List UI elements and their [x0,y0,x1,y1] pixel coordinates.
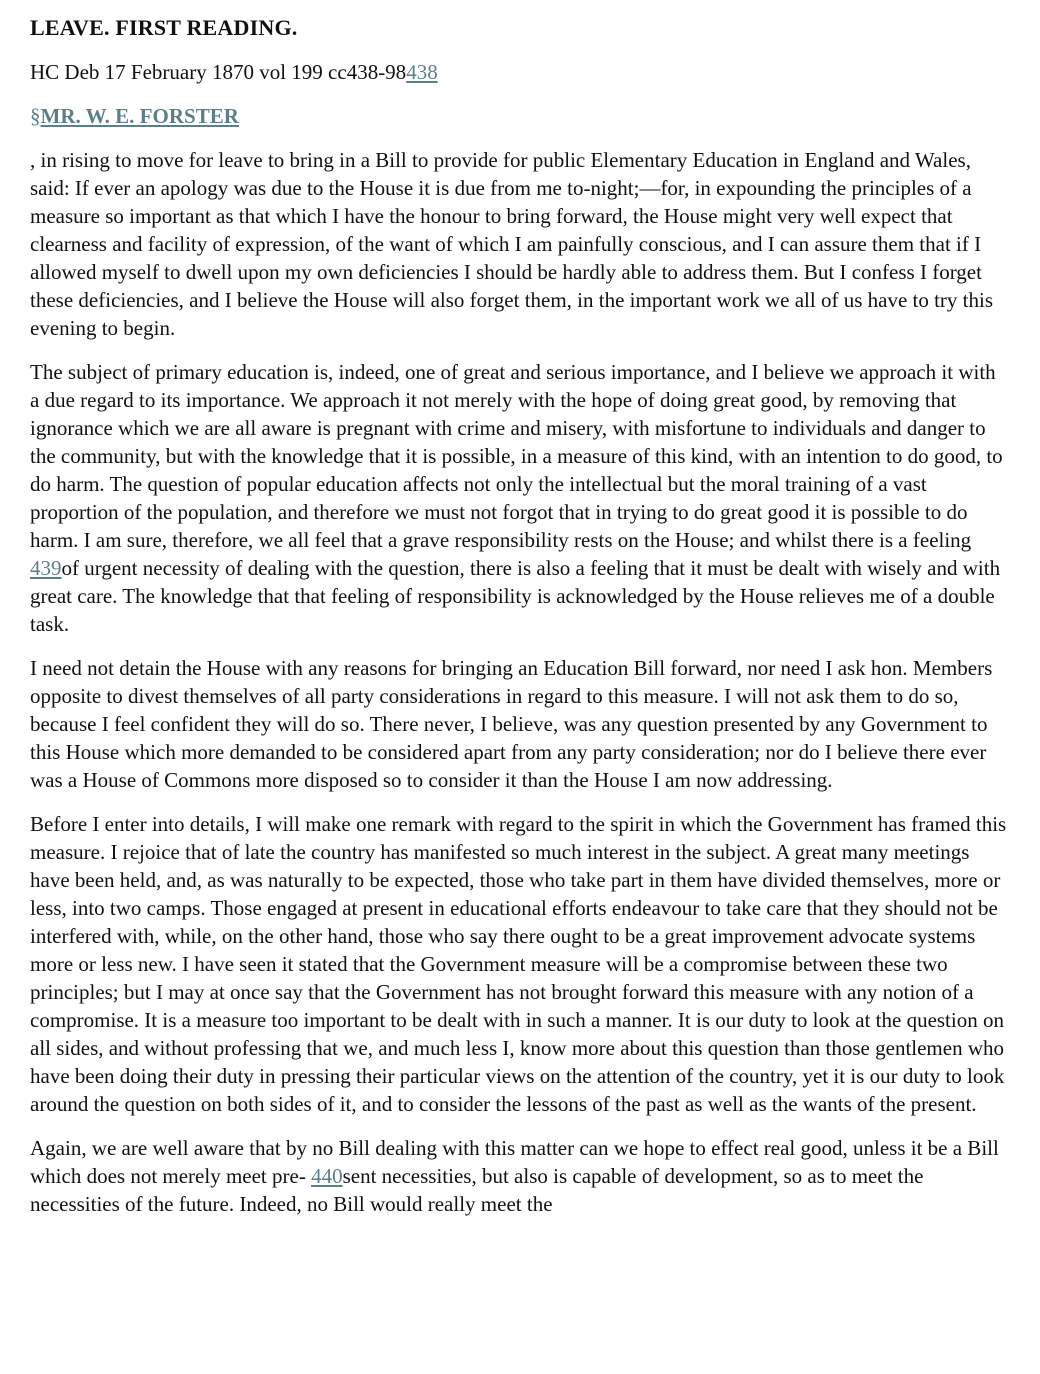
paragraph-2 [30,358,1010,638]
debate-reference [30,58,1010,86]
paragraph-4: Before I enter into details, I will make one remark with regard to the spirit in which the Government has framed this measure. I rejoice that of late the country has manifested so much interest in the subject. A great many meetings have been held, and, as was naturally to be expected, those who take part in them have divided themselves, more or less, into two camps. Those engaged at present in educational efforts endeavour to take care that they should not be interfered with, while, on the other hand, those who say there ought to be a great improvement advocate systems more or less new. I have seen it stated that the Government measure will be a compromise between these two principles; but I may at once say that the Government has not brought forward this measure with any notion of a compromise. It is a measure too important to be dealt with in such a manner. It is our duty to look at the question on all sides, and without professing that we, and much less I, know more about this question than those gentlemen who have been doing their duty in pressing their particular views on the attention of the country, yet it is our duty to look around the question on both sides of it, and to consider the lessons of the past as well as the wants of the present. [30,812,1007,1116]
paragraph-5-text-a: Again, we are well aware that by no Bill dealing with this matter can we hope to effect real good, unless it be a Bill which does not merely meet pre- [30,1136,999,1188]
paragraph-1: , in rising to move for leave to bring in a Bill to provide for public Elementary Education in England and Wales, said: If ever an apology was due to the House it is due from me to-night;—for, in expounding the principles of a measure so important as that which I have the honour to bring forward, the House might very well expect that clearness and facility of expression, of the want of which I am painfully conscious, and I can assure them that if I allowed myself to dwell upon my own deficiencies I should be hardly able to address them. But I confess I forget these deficiencies, and I believe the House will also forget them, in the important work we all of us have to try this evening to begin. [30,148,994,340]
column-link-440[interactable]: 440 [311,1164,343,1188]
paragraph-5-text-b: sent necessities, but also is capable of development, so as to meet the necessities of the future. Indeed, no Bill would really meet the [30,1164,924,1216]
column-link-438[interactable]: 438 [406,60,438,84]
speaker-heading [30,102,1010,130]
paragraph-3: I need not detain the House with any reasons for bringing an Education Bill forward, nor need I ask hon. Members opposite to divest themselves of all party considerations in regard to this measure. I will not ask them to do so, because I feel confident they will do so. There never, I believe, was any question presented by any Government to this House which more demanded to be considered apart from any party consideration; nor do I believe there ever was a House of Commons more disposed so to consider it than the House I am now addressing. [30,656,993,792]
section-mark: § [30,104,41,128]
speaker-link[interactable]: MR. W. E. FORSTER [40,104,239,128]
paragraph-5 [30,1134,1010,1218]
paragraph-2-text-a: The subject of primary education is, indeed, one of great and serious importance, and I believe we approach it with a due regard to its importance. We approach it not merely with the hope of doing great good, by removing that ignorance which we are all aware is pregnant with crime and misery, with misfortune to individuals and danger to the community, but with the knowledge that it is possible, in a measure of this kind, with an intention to do good, to do harm. The question of popular education affects not only the intellectual but the moral training of a vast proportion of the population, and therefore we must not forgot that in trying to do great good it is possible to do harm. I am sure, therefore, we all feel that a grave responsibility rests on the House; and whilst there is a feeling [30,360,1003,552]
column-link-439[interactable]: 439 [30,556,62,580]
debate-reference-text: HC Deb 17 February 1870 vol 199 cc438-98 [30,60,407,84]
paragraph-2-text-b: of urgent necessity of dealing with the question, there is also a feeling that it must be dealt with wisely and with great care. The knowledge that that feeling of responsibility is acknowledged by the House relieves me of a double task. [30,556,1001,636]
document-title: LEAVE. FIRST READING. [30,15,298,40]
